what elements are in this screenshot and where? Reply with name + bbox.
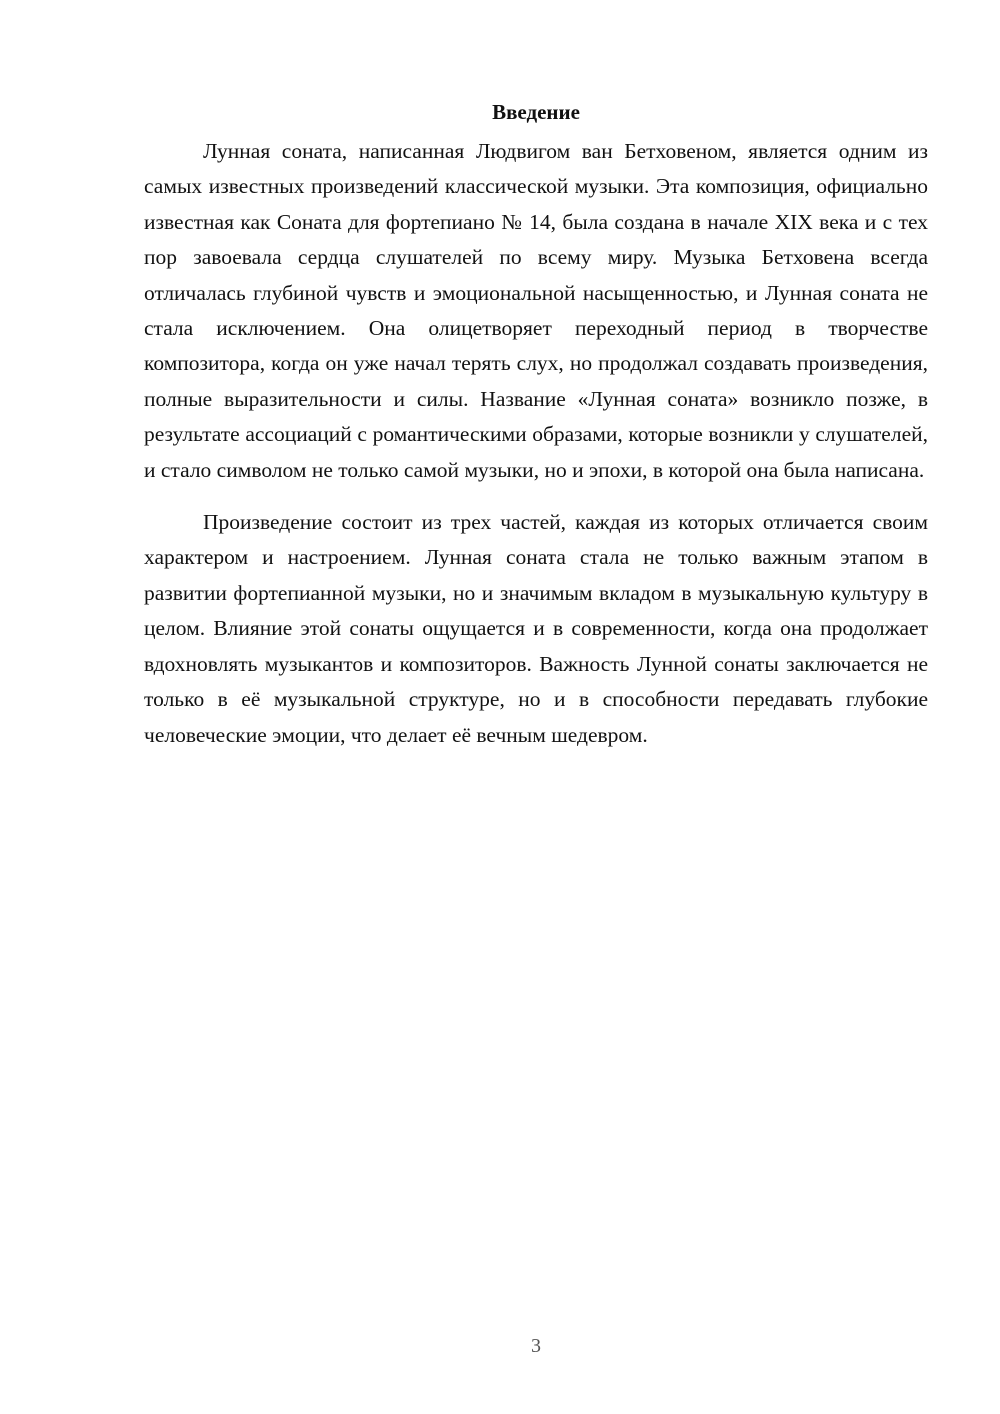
document-body [144, 96, 928, 753]
page-number: 3 [531, 1335, 541, 1357]
paragraph-intro: Лунная соната, написанная Людвигом ван Бетховеном, является одним из самых известных произведений классической музыки. Эта композиция, официально известная как Соната для фортепиано № 14, была создана в начале XIX века и с тех пор завоевала сердца слушателей по всему миру. Музыка Бетховена всегда отличалась глубиной чувств и эмоциональной насыщенностью, и Лунная соната не стала исключением. Она олицетворяет переходный период в творчестве композитора, когда он уже начал терять слух, но продолжал создавать произведения, полные выразительности и силы. Название «Лунная соната» возникло позже, в результате ассоциаций с романтическими образами, которые возникли у слушателей, и стало символом не только самой музыки, но и эпохи, в которой она была написана. [144, 139, 928, 482]
section-heading: Введение [492, 100, 580, 124]
paragraph-structure: Произведение состоит из трех частей, каждая из которых отличается своим характером и настроением. Лунная соната стала не только важным этапом в развитии фортепианной музыки, но и значимым вкладом в музыкальную культуру в целом. Влияние этой сонаты ощущается и в современности, когда она продолжает вдохновлять музыкантов и композиторов. Важность Лунной сонаты заключается не только в её музыкальной структуре, но и в способности передавать глубокие человеческие эмоции, что делает её вечным шедевром. [144, 510, 928, 747]
